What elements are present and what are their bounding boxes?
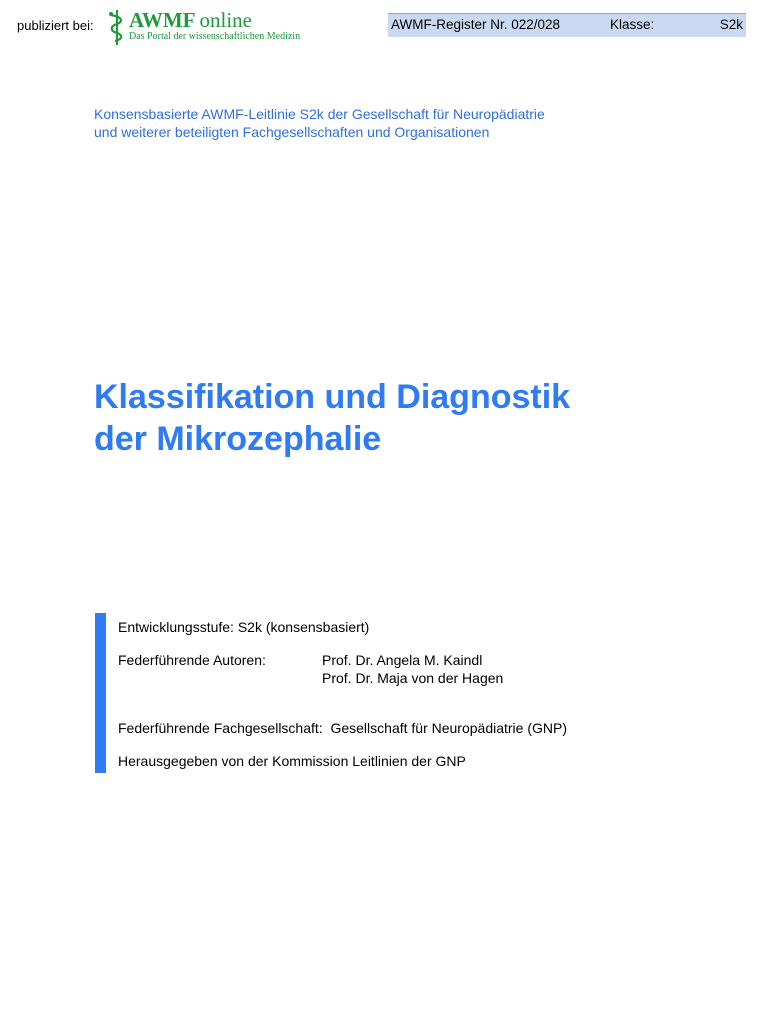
register-class-value: S2k — [719, 17, 743, 32]
staff-of-asclepius-icon — [107, 8, 127, 46]
register-class-label: Klasse: — [610, 17, 655, 32]
page-title — [94, 376, 734, 460]
info-accent-bar — [95, 613, 106, 773]
author-2: Prof. Dr. Maja von der Hagen — [322, 670, 504, 686]
title-line-1: Klassifikation und Diagnostik — [94, 378, 571, 416]
register-number: AWMF-Register Nr. 022/028 — [391, 17, 561, 32]
logo-name-suffix: online — [199, 8, 252, 32]
publisher-line: Herausgegeben von der Kommission Leitlinien der GNP — [118, 753, 466, 769]
logo-wordmark — [129, 8, 252, 33]
register-bar — [388, 13, 746, 37]
development-stage: Entwicklungsstufe: S2k (konsensbasiert) — [118, 619, 370, 635]
awmf-logo — [107, 6, 347, 46]
subtitle-line-1: Konsensbasierte AWMF-Leitlinie S2k der Gesellschaft für Neuropädiatrie — [94, 106, 545, 122]
author-1: Prof. Dr. Angela M. Kaindl — [322, 652, 483, 668]
title-line-2: der Mikrozephalie — [94, 420, 382, 458]
society-value: Gesellschaft für Neuropädiatrie (GNP) — [330, 720, 568, 736]
published-by-label: publiziert bei: — [17, 18, 94, 33]
guideline-subtitle — [94, 105, 654, 141]
authors-label: Federführende Autoren: — [118, 652, 266, 668]
society-label: Federführende Fachgesellschaft: — [118, 720, 323, 736]
society-line — [118, 720, 567, 736]
subtitle-line-2: und weiterer beteiligten Fachgesellschaften und Organisationen — [94, 124, 490, 140]
logo-tagline: Das Portal der wissenschaftlichen Medizin — [129, 31, 301, 42]
logo-name: AWMF — [129, 8, 196, 32]
